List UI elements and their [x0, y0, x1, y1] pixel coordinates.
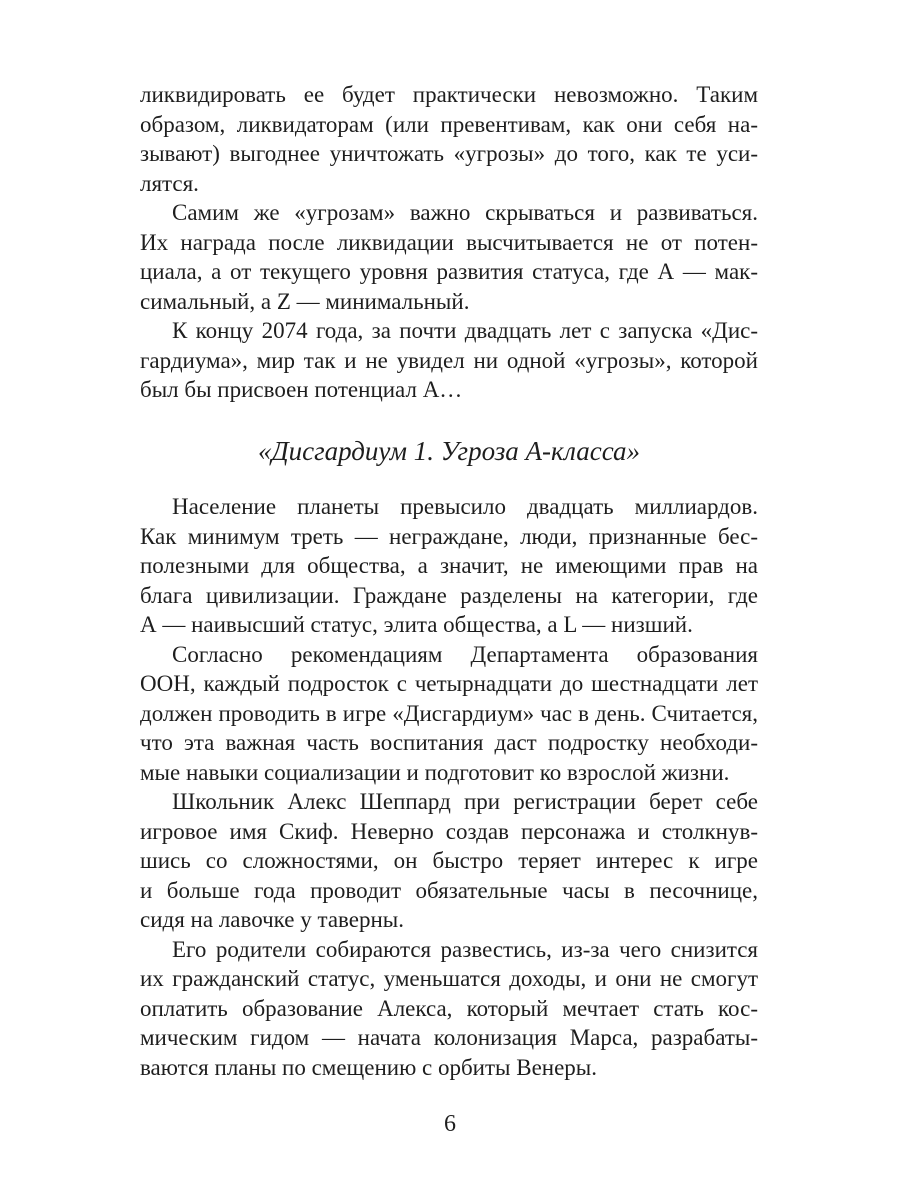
text-line: образом, ликвидаторам (или превентивам, как они себя на-: [140, 111, 758, 137]
text-line: сидя на лавочке у таверны.: [140, 907, 404, 932]
text-line: зывают) выгоднее уничтожать «угрозы» до того, как те уси-: [140, 141, 758, 166]
text-line: ваются планы по смещению с орбиты Венеры.: [140, 1054, 598, 1080]
synopsis-text-block: [140, 492, 758, 1082]
intro-text-block: [140, 80, 758, 405]
text-line: их гражданский статус, уменьшатся доходы, и они не смогут: [140, 966, 758, 991]
text-line: симальный, а Z — минимальный.: [140, 288, 470, 314]
text-line: блага цивилизации. Граждане разделены на категории, где: [140, 582, 758, 608]
text-line: полезными для общества, а значит, не имеющими прав на: [140, 553, 758, 578]
text-line: игровое имя Скиф. Неверно создав персонажа и столкнув-: [140, 818, 758, 844]
text-line: что эта важная часть воспитания даст подростку необходи-: [140, 730, 758, 755]
text-line: Его родители собираются развестись, из-за чего снизится: [172, 936, 758, 962]
text-line: Население планеты превысило двадцать миллиардов.: [172, 494, 758, 519]
text-line: Как минимум треть — неграждане, люди, признанные бес-: [140, 523, 758, 549]
text-line: шись со сложностями, он быстро теряет интерес к игре: [140, 848, 758, 873]
text-line: циала, а от текущего уровня развития статуса, где А — мак-: [140, 259, 758, 284]
text-line: был бы присвоен потенциал А…: [140, 377, 463, 402]
text-line: мые навыки социализации и подготовит ко взрослой жизни.: [140, 759, 730, 785]
text-line: Школьник Алекс Шеппард при регистрации берет себе: [172, 789, 758, 814]
text-line: Их награда после ликвидации высчитывается не от потен-: [140, 229, 758, 255]
text-line: оплатить образование Алекса, который мечтает стать кос-: [140, 995, 758, 1021]
text-line: Согласно рекомендациям Департамента образования: [172, 641, 758, 667]
text-line: А — наивысший статус, элита общества, а L — низший.: [140, 612, 693, 637]
text-line: ликвидировать ее будет практически невозможно. Таким: [140, 82, 758, 107]
text-line: мическим гидом — начата колонизация Марса, разрабаты-: [140, 1025, 758, 1050]
text-line: лятся.: [140, 170, 199, 196]
text-line: и больше года проводит обязательные часы в песочнице,: [140, 877, 758, 903]
text-line: К концу 2074 года, за почти двадцать лет с запуска «Дис-: [172, 318, 758, 343]
text-line: ООН, каждый подросток с четырнадцати до шестнадцати лет: [140, 671, 758, 696]
text-line: гардиума», мир так и не увидел ни одной «угрозы», которой: [140, 347, 758, 373]
section-heading: «Дисгардиум 1. Угроза А-класса»: [257, 436, 641, 466]
text-line: Самим же «угрозам» важно скрываться и развиваться.: [172, 200, 758, 225]
page-number: 6: [444, 1111, 456, 1137]
text-line: должен проводить в игре «Дисгардиум» час в день. Считается,: [140, 700, 758, 726]
